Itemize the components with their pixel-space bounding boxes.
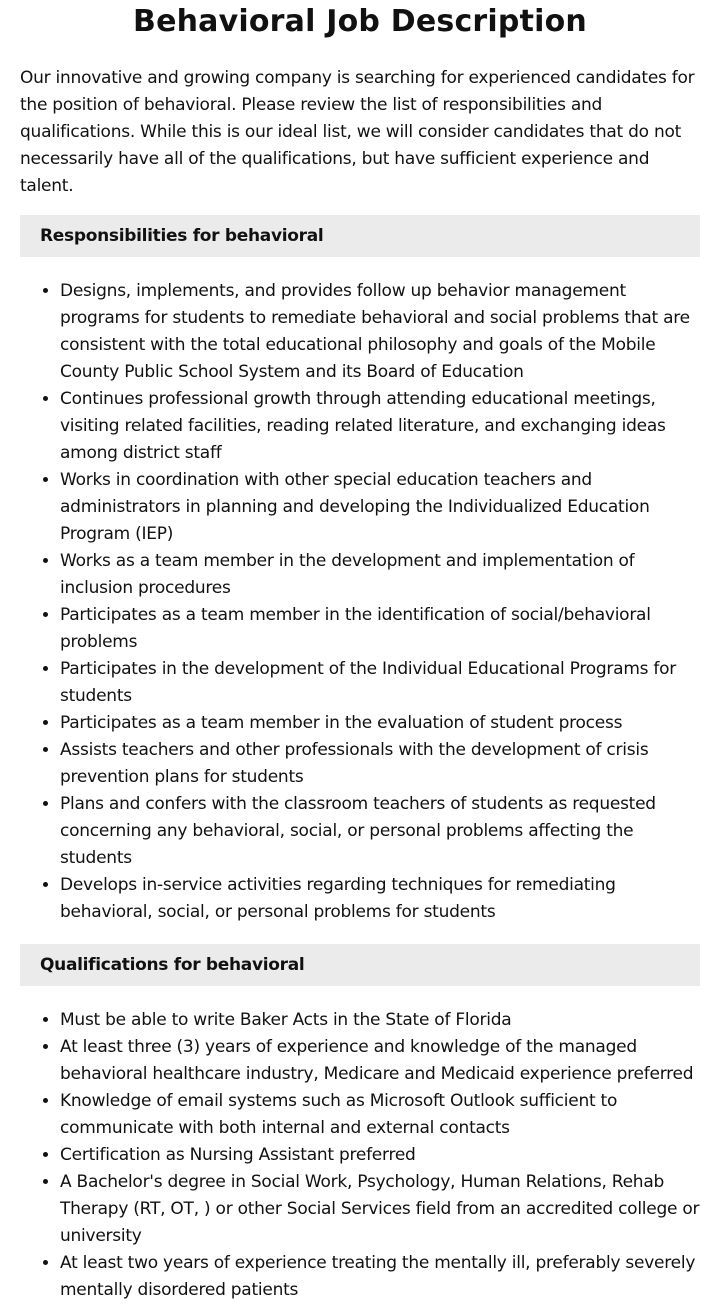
list-item: • At least two years of experience treating the mentally ill, preferably severely mentally disordered patients — [60, 1250, 700, 1304]
list-item: • Must be able to write Baker Acts in the State of Florida — [60, 1007, 700, 1034]
list-item: • Works in coordination with other special education teachers and administrators in planning and developing the Individualized Education Program (IEP) — [60, 467, 700, 548]
responsibilities-heading: Responsibilities for behavioral — [20, 215, 700, 257]
list-item: • Continues professional growth through attending educational meetings, visiting related facilities, reading related literature, and exchanging ideas among district staff — [60, 386, 700, 467]
list-item: • Certification as Nursing Assistant preferred — [60, 1142, 700, 1169]
page-title: Behavioral Job Description — [133, 4, 587, 39]
qualifications-heading: Qualifications for behavioral — [20, 944, 700, 986]
intro-paragraph: Our innovative and growing company is searching for experienced candidates for the position of behavioral. Please review the list of responsibilities and qualifications. While this is our ideal list, we will consider candidates that do not necessarily have all of the qualifications, but have sufficient experience and talent. — [20, 68, 695, 196]
list-item: • Participates as a team member in the identification of social/behavioral problems — [60, 602, 700, 656]
list-item: • Designs, implements, and provides follow up behavior management programs for students to remediate behavioral and social problems that are consistent with the total educational philosophy and goals of the Mobile County Public School System and its Board of Education — [60, 278, 700, 386]
responsibilities-list — [20, 278, 700, 926]
list-item: • Works as a team member in the development and implementation of inclusion procedures — [60, 548, 700, 602]
list-item: • Plans and confers with the classroom teachers of students as requested concerning any behavioral, social, or personal problems affecting the students — [60, 791, 700, 872]
list-item: • Participates in the development of the Individual Educational Programs for students — [60, 656, 700, 710]
list-item: • Participates as a team member in the evaluation of student process — [60, 710, 700, 737]
list-item: • At least three (3) years of experience and knowledge of the managed behavioral healthcare industry, Medicare and Medicaid experience preferred — [60, 1034, 700, 1088]
list-item: • Knowledge of email systems such as Microsoft Outlook sufficient to communicate with both internal and external contacts — [60, 1088, 700, 1142]
list-item: • A Bachelor's degree in Social Work, Psychology, Human Relations, Rehab Therapy (RT, OT, ) or other Social Services field from an accredited college or university — [60, 1169, 700, 1250]
list-item: • Develops in-service activities regarding techniques for remediating behavioral, social, or personal problems for students — [60, 872, 700, 926]
list-item: • Assists teachers and other professionals with the development of crisis prevention plans for students — [60, 737, 700, 791]
qualifications-list — [20, 1007, 700, 1304]
